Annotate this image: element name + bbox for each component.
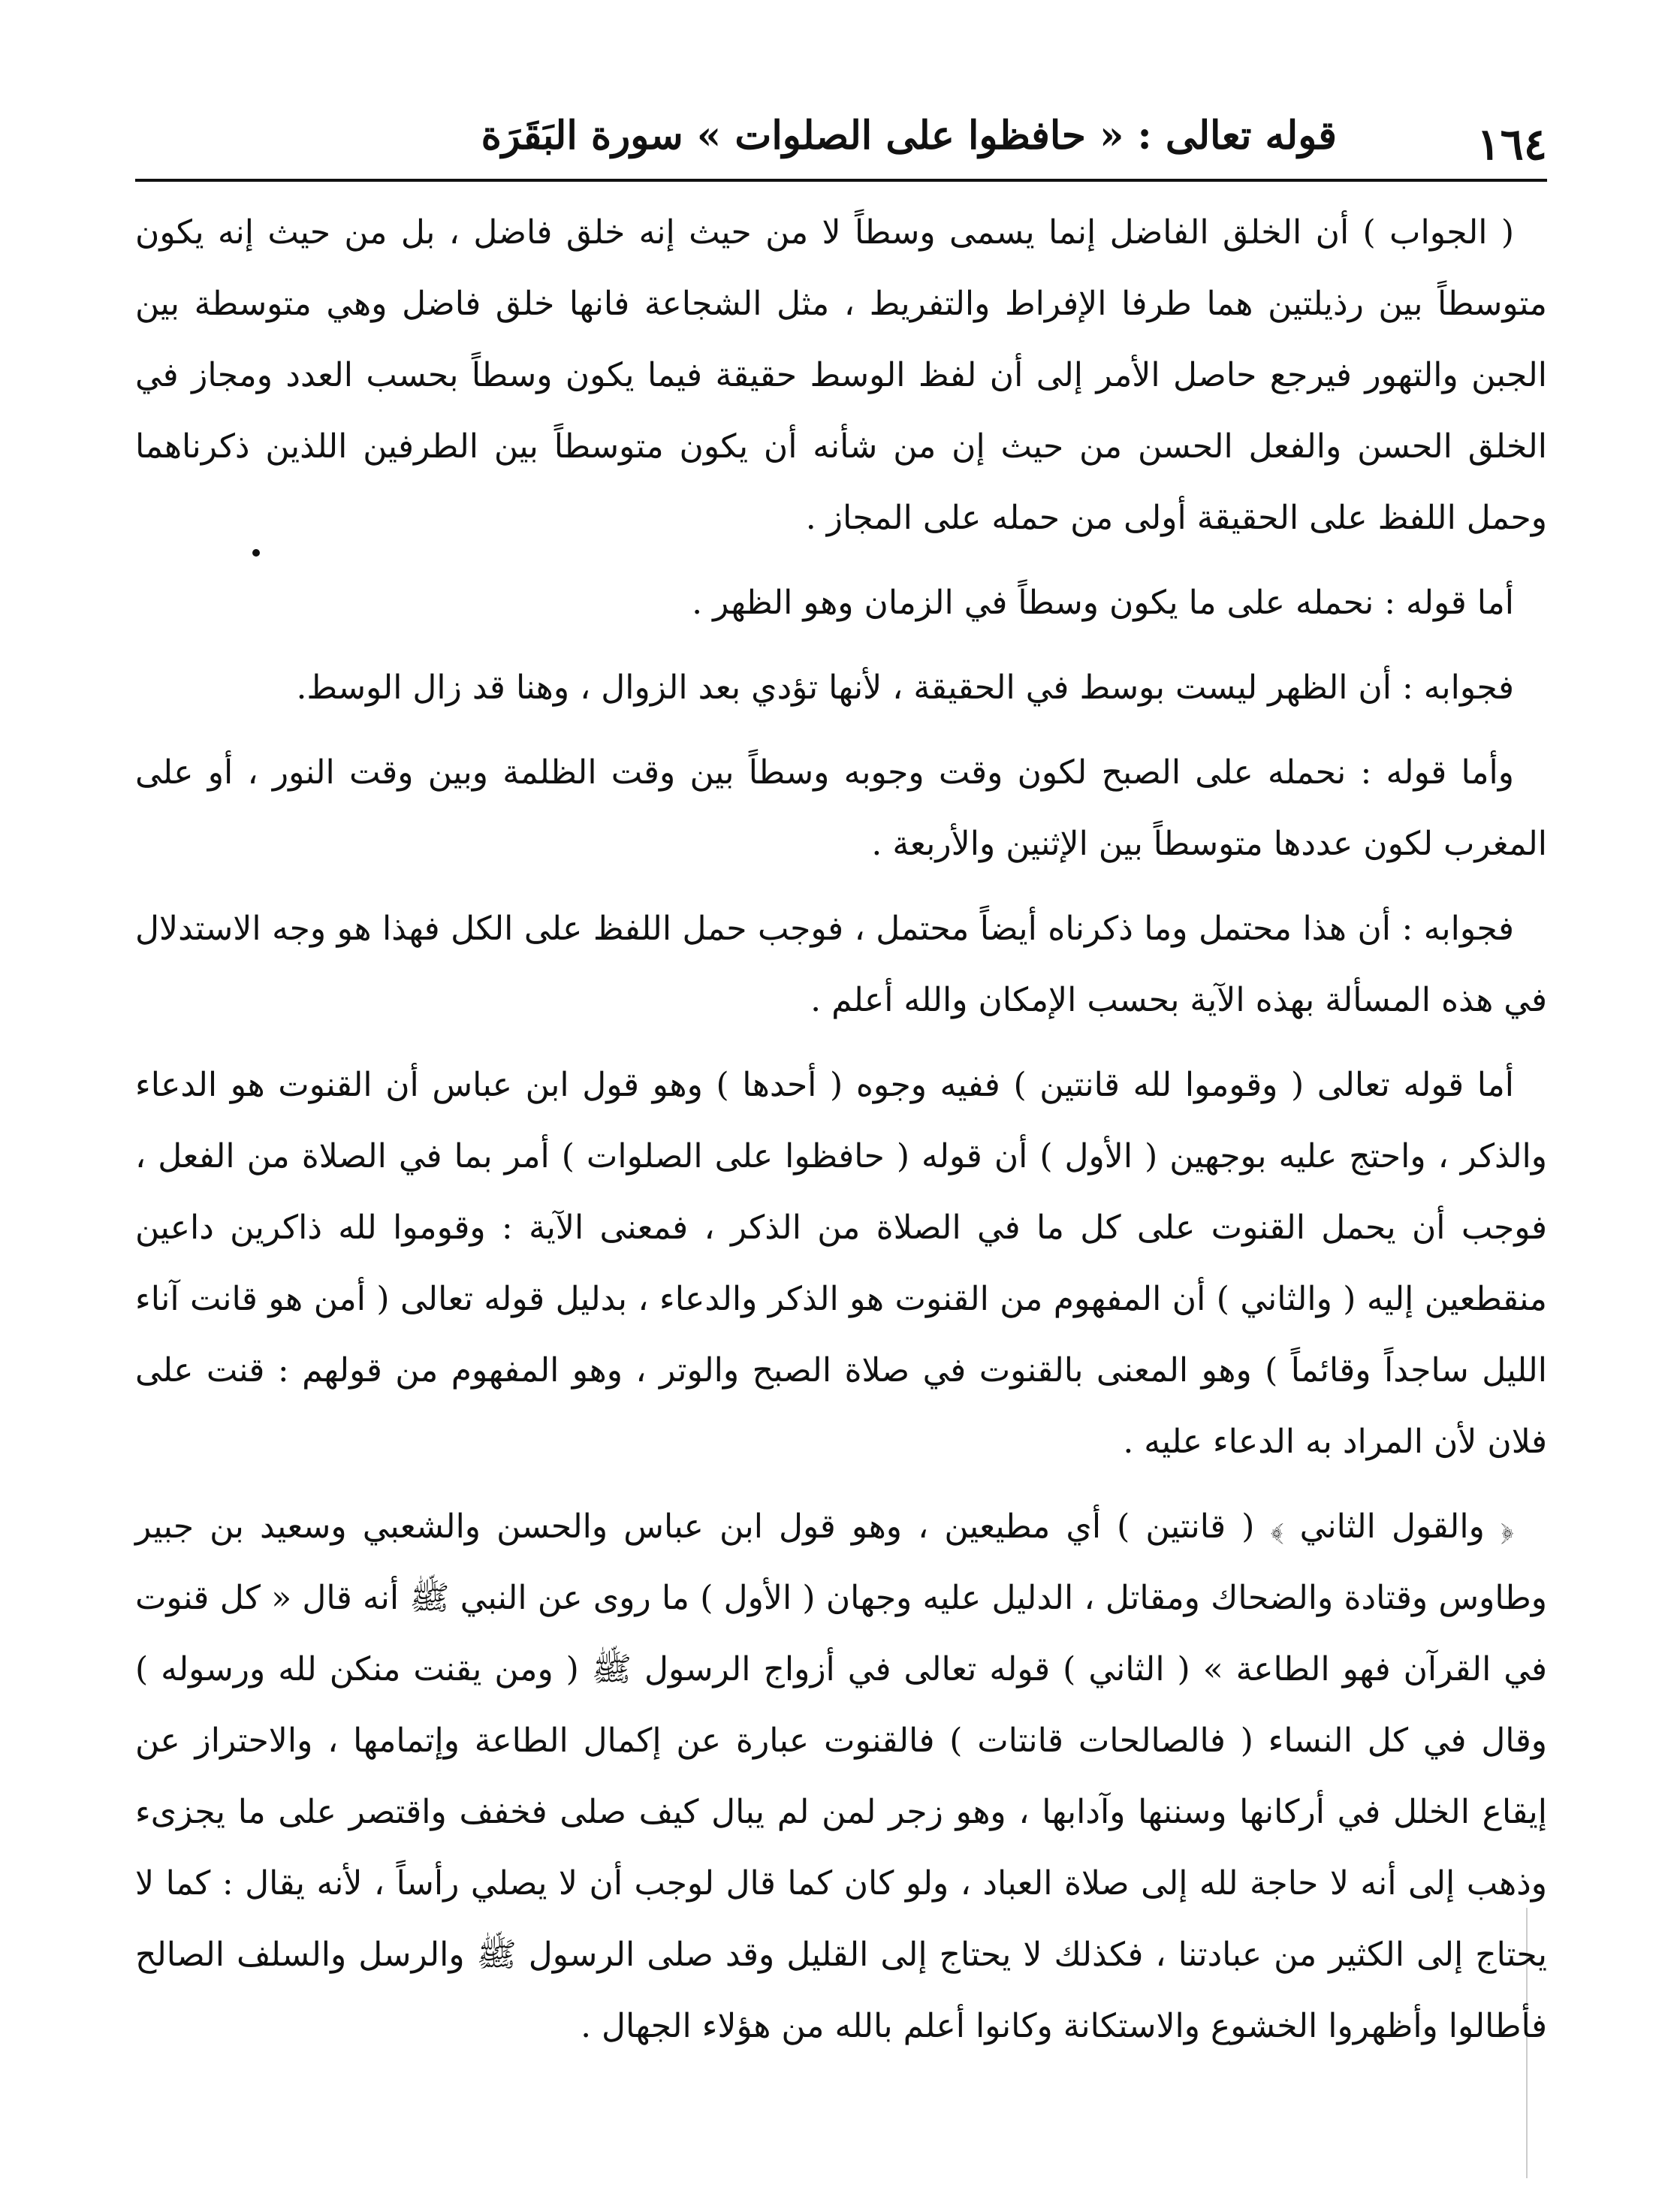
paragraph-qunut-second: ﴿ والقول الثاني ﴾ ( قانتين ) أي مطيعين ، وهو قول ابن عباس والحسن والشعبي وسعيد بن جبير وطاوس وقتادة والضحاك ومقاتل ، الدليل عليه وجهان ( الأول ) ما روى عن النبي ﷺ أنه قال « كل قنوت في القرآن فهو الطاعة » ( الثاني ) قوله تعالى في أزواج الرسول ﷺ ( ومن يقنت منكن لله ورسوله ) وقال في كل النساء ( فالصالحات قانتات ) فالقنوت عبارة عن إكمال الطاعة وإتمامها ، والاحتراز عن إيقاع الخلل في أركانها وسننها وآدابها ، وهو زجر لمن لم يبال كيف صلى فخفف واقتصر على ما يجزىء وذهب إلى أنه لا حاجة لله إلى صلاة العباد ، ولو كان كما قال لوجب أن لا يصلي رأساً ، لأنه يقال : كما لا يحتاج إلى الكثير من عبادتنا ، فكذلك لا يحتاج إلى القليل وقد صلى الرسول ﷺ والرسل والسلف الصالح فأطالوا وأظهروا الخشوع والاستكانة وكانوا أعلم بالله من هؤلاء الجهال .	[135, 1507, 1548, 2045]
paragraph-dawn-answer: فجوابه : أن هذا محتمل وما ذكرناه أيضاً محتمل ، فوجب حمل اللفظ على الكل فهذا هو وجه الاستدلال في هذه المسألة بهذه الآية بحسب الإمكان والله أعلم .	[135, 910, 1547, 1019]
paragraph-answer: ( الجواب ) أن الخلق الفاضل إنما يسمى وسطاً لا من حيث إنه خلق فاضل ، بل من حيث إنه يكون متوسطاً بين رذيلتين هما طرفا الإفراط والتفريط ، مثل الشجاعة فانها خلق فاضل وهي متوسطة بين الجبن والتهور فيرجع حاصل الأمر إلى أن لفظ الوسط حقيقة فيما يكون وسطاً بحسب العدد ومجاز في الخلق الحسن والفعل الحسن من حيث إن من شأنه أن يكون متوسطاً بين الطرفين اللذين ذكرناهما وحمل اللفظ على الحقيقة أولى من حمله على المجاز .	[135, 213, 1547, 537]
page-body	[135, 197, 1547, 2075]
paragraph-dawn: وأما قوله : نحمله على الصبح لكون وقت وجوبه وسطاً بين وقت الظلمة وبين وقت النور ، أو على المغرب لكون عددها متوسطاً بين الإثنين والأربعة .	[135, 753, 1547, 863]
paragraph-qunut-first: أما قوله تعالى ( وقوموا لله قانتين ) ففيه وجوه ( أحدها ) وهو قول ابن عباس أن القنوت هو الدعاء والذكر ، واحتج عليه بوجهين ( الأول ) أن قوله ( حافظوا على الصلوات ) أمر بما في الصلاة من الفعل ، فوجب أن يحمل القنوت على كل ما في الصلاة من الذكر ، فمعنى الآية : وقوموا لله ذاكرين داعين منقطعين إليه ( والثاني ) أن المفهوم من القنوت هو الذكر والدعاء ، بدليل قوله تعالى ( أمن هو قانت آناء الليل ساجداً وقائماً ) وهو المعنى بالقنوت في صلاة الصبح والوتر ، وهو المفهوم من قولهم : قنت على فلان لأن المراد به الدعاء عليه .	[135, 1066, 1547, 1461]
page-header	[135, 113, 1547, 173]
running-title: قوله تعالى : « حافظوا على الصلوات » سورة البَقَرَة	[481, 113, 1337, 158]
page-number: ١٦٤	[1476, 119, 1547, 170]
paragraph-noon: أما قوله : نحمله على ما يكون وسطاً في الزمان وهو الظهر .	[692, 584, 1514, 622]
header-rule	[135, 179, 1547, 182]
paragraph-noon-answer: فجوابه : أن الظهر ليست بوسط في الحقيقة ، لأنها تؤدي بعد الزوال ، وهنا قد زال الوسط.	[296, 668, 1514, 707]
